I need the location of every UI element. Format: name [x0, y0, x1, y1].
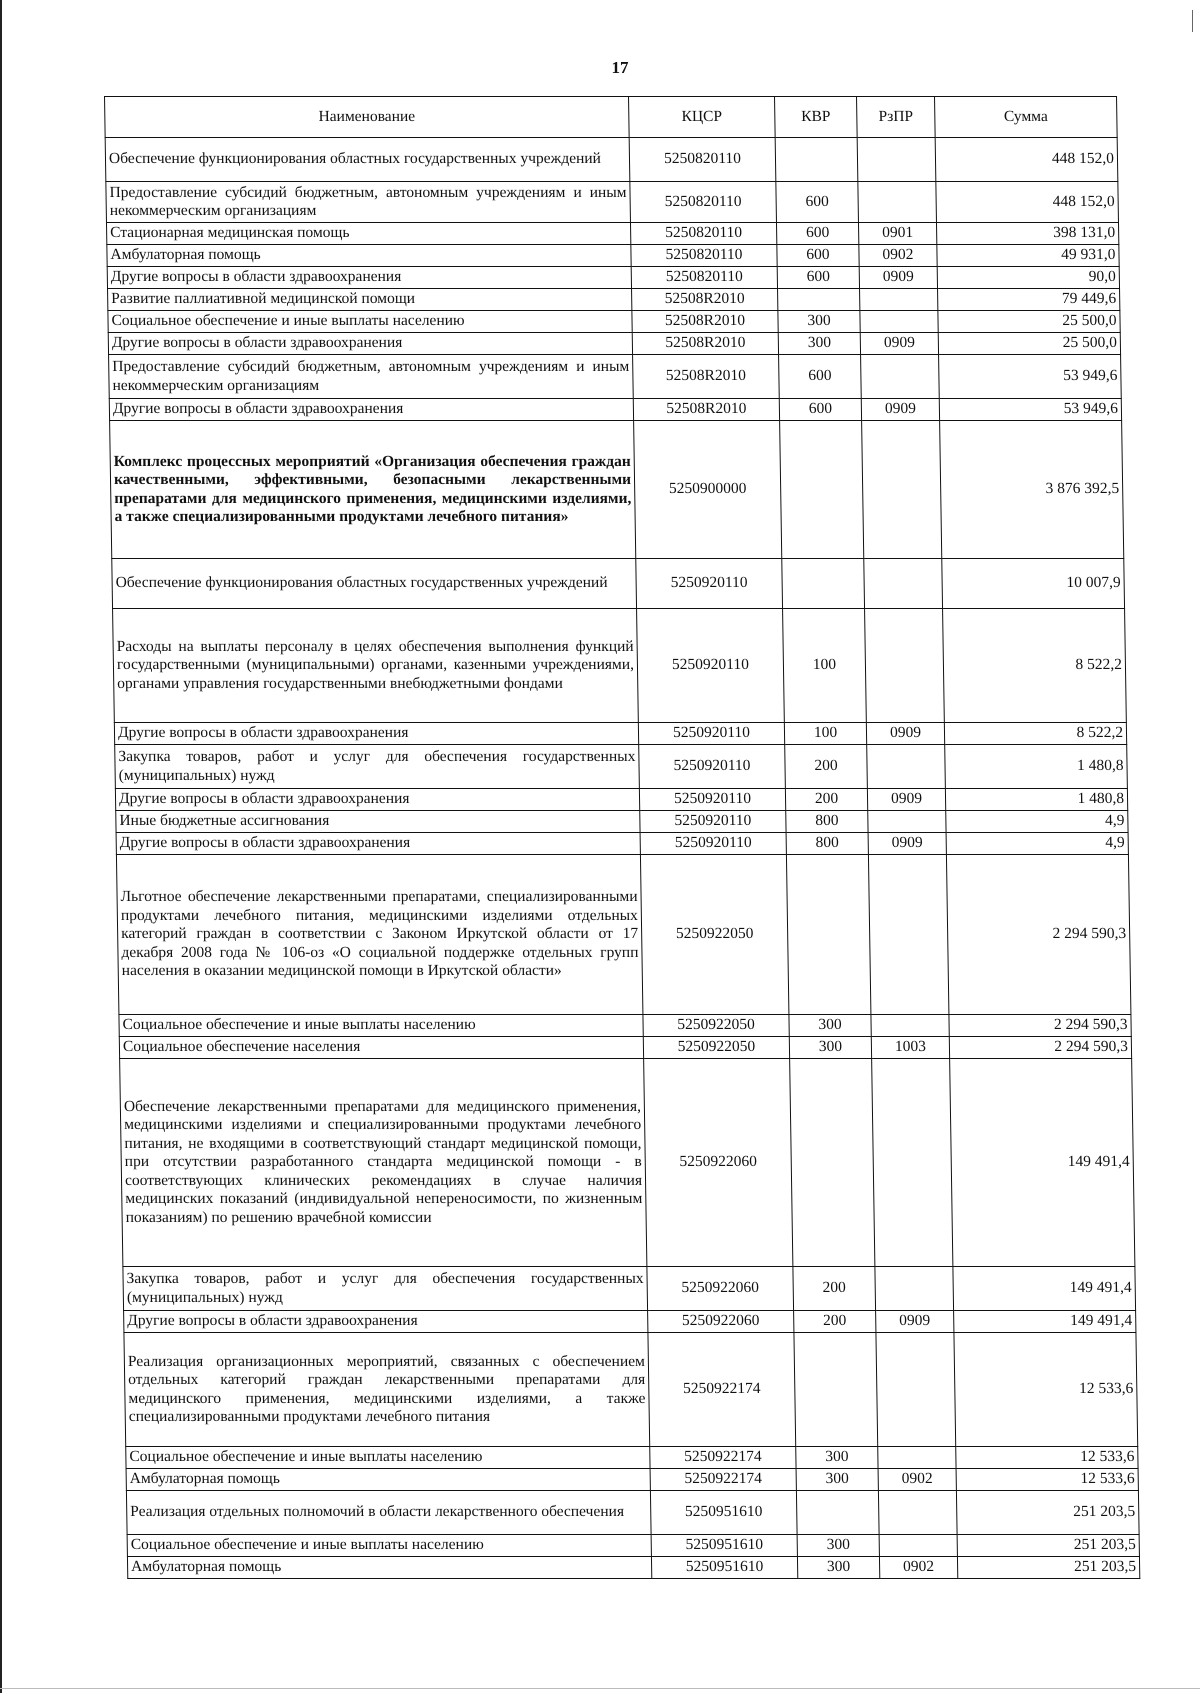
table-row	[108, 333, 1120, 355]
cell-kcsr: 5250920110	[640, 833, 786, 855]
cell-kcsr: 5250951610	[651, 1557, 797, 1579]
cell-sum: 251 203,5	[957, 1557, 1139, 1579]
cell-kvr: 600	[777, 245, 859, 267]
cell-sum: 251 203,5	[956, 1491, 1139, 1535]
cell-sum: 4,9	[946, 811, 1128, 833]
cell-kcsr: 5250922174	[650, 1447, 796, 1469]
table-row	[108, 311, 1120, 333]
cell-name: Обеспечение лекарственными препаратами для медицинского применения, медицинскими изделиями и специализированными продуктами лечебного питания, не входящими в соответствующий стандарт медицинской помощи, при отсутствии разработанного стандарта медицинской помощи - в соответствующих клинических рекомендациях в случае наличия медицинских показаний (индивидуальной непереносимости, по жизненным показаниям) по решению врачебной комиссии	[120, 1059, 647, 1267]
cell-rzpr	[862, 421, 942, 559]
cell-rzpr	[868, 855, 949, 1015]
cell-rzpr	[860, 289, 938, 311]
cell-kvr: 200	[793, 1267, 876, 1311]
cell-sum: 2 294 590,3	[949, 1015, 1131, 1037]
table-body	[105, 138, 1140, 1579]
cell-sum: 448 152,0	[936, 182, 1119, 223]
cell-name: Социальное обеспечение и иные выплаты населению	[127, 1535, 651, 1557]
table-row	[116, 811, 1128, 833]
cell-name: Развитие паллиативной медицинской помощи	[108, 289, 632, 311]
cell-rzpr: 0901	[858, 223, 936, 245]
cell-sum: 25 500,0	[938, 333, 1120, 355]
cell-kvr	[780, 421, 864, 559]
table-row	[127, 1535, 1139, 1557]
cell-sum: 49 931,0	[937, 245, 1119, 267]
cell-sum: 149 491,4	[954, 1311, 1136, 1333]
cell-kcsr: 5250820110	[631, 267, 777, 289]
table-row	[114, 723, 1126, 745]
cell-name: Закупка товаров, работ и услуг для обеспечения государственных (муниципальных) нужд	[115, 745, 640, 789]
cell-sum: 53 949,6	[939, 399, 1121, 421]
cell-name: Другие вопросы в области здравоохранения	[114, 723, 638, 745]
cell-sum: 25 500,0	[938, 311, 1120, 333]
cell-kcsr: 5250951610	[651, 1535, 797, 1557]
table-row	[126, 1447, 1138, 1469]
cell-kvr: 800	[786, 811, 868, 833]
cell-rzpr	[868, 811, 946, 833]
header-kcsr: КЦСР	[629, 97, 776, 138]
table-row	[126, 1491, 1139, 1535]
table-row	[116, 833, 1128, 855]
table-row	[116, 855, 1131, 1015]
cell-name: Реализация организационных мероприятий, связанных с обеспечением отдельных категорий граждан лекарственными препаратами для медицинского применения, медицинскими изделиями, а также специализированными продуктами лечебного питания	[124, 1333, 650, 1447]
cell-kcsr: 5250820110	[629, 138, 776, 182]
cell-name: Социальное обеспечение населения	[119, 1037, 643, 1059]
cell-rzpr	[867, 745, 946, 789]
cell-sum: 12 533,6	[956, 1469, 1138, 1491]
table-row	[124, 1333, 1138, 1447]
cell-kcsr: 5250922050	[640, 855, 789, 1015]
cell-sum: 398 131,0	[936, 223, 1118, 245]
cell-kcsr: 5250922060	[644, 1059, 793, 1267]
page-number: 17	[611, 58, 629, 77]
cell-kvr: 300	[789, 1015, 871, 1037]
cell-name: Иные бюджетные ассигнования	[116, 811, 640, 833]
cell-rzpr	[857, 138, 936, 182]
cell-sum: 149 491,4	[950, 1059, 1135, 1267]
table-row	[120, 1059, 1135, 1267]
table-row	[107, 267, 1119, 289]
cell-rzpr	[872, 1059, 953, 1267]
cell-sum: 90,0	[937, 267, 1119, 289]
table-row	[112, 559, 1125, 609]
cell-kvr: 200	[785, 745, 868, 789]
cell-kcsr: 5250920110	[638, 723, 784, 745]
cell-kcsr: 5250900000	[634, 421, 782, 559]
table-row	[109, 399, 1121, 421]
cell-name: Другие вопросы в области здравоохранения	[116, 833, 640, 855]
cell-rzpr: 0909	[860, 333, 938, 355]
cell-rzpr: 0902	[879, 1557, 957, 1579]
cell-name: Социальное обеспечение и иные выплаты населению	[119, 1015, 643, 1037]
cell-rzpr	[858, 182, 937, 223]
cell-sum: 8 522,2	[943, 609, 1127, 723]
cell-kcsr: 5250820110	[630, 223, 776, 245]
cell-kcsr: 5250920110	[636, 559, 783, 609]
cell-sum: 12 533,6	[954, 1333, 1138, 1447]
cell-rzpr	[879, 1535, 957, 1557]
budget-table	[104, 96, 1140, 1579]
table-row	[115, 789, 1127, 811]
cell-rzpr: 0909	[876, 1311, 954, 1333]
cell-kcsr: 5250922050	[643, 1015, 789, 1037]
cell-kvr: 300	[797, 1535, 879, 1557]
cell-name: Закупка товаров, работ и услуг для обеспечения государственных (муниципальных) нужд	[123, 1267, 648, 1311]
table-row	[109, 355, 1122, 399]
cell-kcsr: 5250820110	[630, 182, 777, 223]
table-row	[115, 745, 1128, 789]
cell-sum: 79 449,6	[938, 289, 1120, 311]
cell-rzpr	[875, 1267, 954, 1311]
table-row	[110, 421, 1124, 559]
cell-name: Амбулаторная помощь	[107, 245, 631, 267]
table-row	[127, 1557, 1139, 1579]
table-row	[123, 1267, 1136, 1311]
cell-sum: 251 203,5	[957, 1535, 1139, 1557]
cell-sum: 2 294 590,3	[946, 855, 1131, 1015]
cell-sum: 448 152,0	[935, 138, 1118, 182]
cell-name: Предоставление субсидий бюджетным, автономным учреждениям и иным некоммерческим организациям	[109, 355, 634, 399]
cell-name: Социальное обеспечение и иные выплаты населению	[108, 311, 632, 333]
cell-kcsr: 52508R2010	[633, 355, 780, 399]
table-row	[108, 289, 1120, 311]
cell-name: Другие вопросы в области здравоохранения	[109, 399, 633, 421]
cell-rzpr	[878, 1491, 957, 1535]
cell-kvr: 600	[779, 399, 861, 421]
cell-kcsr: 5250922060	[647, 1267, 794, 1311]
cell-kvr: 600	[779, 355, 862, 399]
cell-name: Обеспечение функционирования областных государственных учреждений	[105, 138, 630, 182]
cell-kcsr: 5250922050	[643, 1037, 789, 1059]
cell-kcsr: 5250922174	[648, 1333, 796, 1447]
table-row	[106, 182, 1119, 223]
cell-kcsr: 52508R2010	[632, 311, 778, 333]
cell-rzpr	[864, 559, 943, 609]
cell-name: Реализация отдельных полномочий в области лекарственного обеспечения	[126, 1491, 651, 1535]
cell-rzpr	[860, 311, 938, 333]
cell-name: Другие вопросы в области здравоохранения	[115, 789, 639, 811]
cell-kvr: 300	[796, 1469, 878, 1491]
scan-edge-right	[1192, 10, 1193, 32]
cell-sum: 8 522,2	[944, 723, 1126, 745]
header-name: Наименование	[105, 97, 630, 138]
cell-kvr: 300	[778, 311, 860, 333]
table-row	[124, 1311, 1136, 1333]
cell-name: Социальное обеспечение и иные выплаты населению	[126, 1447, 650, 1469]
cell-kcsr: 52508R2010	[632, 289, 778, 311]
cell-kvr	[790, 1059, 875, 1267]
cell-name: Комплекс процессных мероприятий «Организация обеспечения граждан качественными, эффективными, безопасными лекарственными препаратами для медицинского применения, медицинскими изделиями, а также специализированными продуктами лечебного питания»	[110, 421, 636, 559]
cell-kvr	[782, 559, 865, 609]
cell-rzpr	[876, 1333, 956, 1447]
cell-sum: 12 533,6	[956, 1447, 1138, 1469]
cell-kcsr: 5250920110	[639, 789, 785, 811]
cell-name: Обеспечение функционирования областных государственных учреждений	[112, 559, 637, 609]
header-kvr: КВР	[775, 97, 858, 138]
cell-rzpr: 0909	[867, 789, 945, 811]
cell-name: Другие вопросы в области здравоохранения	[108, 333, 632, 355]
cell-kvr: 800	[786, 833, 868, 855]
table-row	[105, 138, 1118, 182]
cell-kvr: 100	[783, 609, 867, 723]
cell-kvr: 300	[797, 1557, 879, 1579]
cell-sum: 10 007,9	[942, 559, 1125, 609]
cell-name: Другие вопросы в области здравоохранения	[124, 1311, 648, 1333]
cell-sum: 3 876 392,5	[940, 421, 1124, 559]
cell-rzpr: 0902	[878, 1469, 956, 1491]
table-row	[126, 1469, 1138, 1491]
cell-rzpr	[861, 355, 940, 399]
cell-rzpr	[865, 609, 945, 723]
cell-sum: 4,9	[946, 833, 1128, 855]
cell-kvr	[796, 1491, 879, 1535]
cell-rzpr: 0909	[866, 723, 944, 745]
scan-edge-left	[0, 0, 2, 1693]
cell-rzpr: 0909	[861, 399, 939, 421]
cell-kcsr: 5250920110	[639, 745, 786, 789]
cell-name: Льготное обеспечение лекарственными препаратами, специализированными продуктами лечебного питания, медицинскими изделиями отдельных категорий граждан в соответствии с Законом Иркутской области от 17 декабря 2008 года № 106-оз «О социальной поддержке отдельных групп населения в оказании медицинской помощи в Иркутской области»	[116, 855, 643, 1015]
cell-name: Расходы на выплаты персоналу в целях обеспечения выполнения функций государственными (муниципальными) органами, казенными учреждениями, органами управления государственными внебюджетными фондами	[113, 609, 639, 723]
cell-kvr: 600	[776, 182, 859, 223]
cell-kvr	[794, 1333, 878, 1447]
cell-kvr	[778, 289, 860, 311]
cell-rzpr: 0909	[868, 833, 946, 855]
cell-kvr: 300	[789, 1037, 871, 1059]
cell-kvr: 300	[778, 333, 860, 355]
cell-name: Другие вопросы в области здравоохранения	[107, 267, 631, 289]
header-sum: Сумма	[935, 97, 1118, 138]
cell-kcsr: 5250820110	[631, 245, 777, 267]
cell-name: Амбулаторная помощь	[126, 1469, 650, 1491]
cell-kvr: 200	[794, 1311, 876, 1333]
cell-sum: 2 294 590,3	[949, 1037, 1131, 1059]
table-row	[119, 1015, 1131, 1037]
cell-kcsr: 5250920110	[637, 609, 785, 723]
header-rzpr: РзПР	[857, 97, 936, 138]
cell-sum: 1 480,8	[945, 789, 1127, 811]
cell-name: Предоставление субсидий бюджетным, автономным учреждениям и иным некоммерческим организациям	[106, 182, 631, 223]
cell-name: Стационарная медицинская помощь	[106, 223, 630, 245]
table-row	[119, 1037, 1131, 1059]
cell-sum: 1 480,8	[945, 745, 1128, 789]
cell-sum: 149 491,4	[953, 1267, 1136, 1311]
cell-kvr: 600	[776, 223, 858, 245]
cell-rzpr: 1003	[871, 1037, 949, 1059]
cell-kvr: 600	[777, 267, 859, 289]
cell-kvr: 100	[784, 723, 866, 745]
cell-kcsr: 5250922174	[650, 1469, 796, 1491]
table-row	[106, 223, 1118, 245]
cell-rzpr: 0909	[859, 267, 937, 289]
table-row	[107, 245, 1119, 267]
cell-kcsr: 52508R2010	[632, 333, 778, 355]
cell-rzpr	[878, 1447, 956, 1469]
cell-name: Амбулаторная помощь	[127, 1557, 651, 1579]
cell-kvr	[775, 138, 858, 182]
cell-rzpr	[871, 1015, 949, 1037]
cell-kcsr: 52508R2010	[633, 399, 779, 421]
cell-kvr	[786, 855, 871, 1015]
table-row	[113, 609, 1127, 723]
cell-kcsr: 5250922060	[648, 1311, 794, 1333]
table-header-row	[105, 97, 1118, 138]
cell-sum: 53 949,6	[939, 355, 1122, 399]
scan-bottom-line	[0, 1688, 1200, 1689]
cell-kcsr: 5250951610	[650, 1491, 797, 1535]
cell-kcsr: 5250920110	[640, 811, 786, 833]
cell-kvr: 200	[785, 789, 867, 811]
cell-rzpr: 0902	[859, 245, 937, 267]
cell-kvr: 300	[796, 1447, 878, 1469]
